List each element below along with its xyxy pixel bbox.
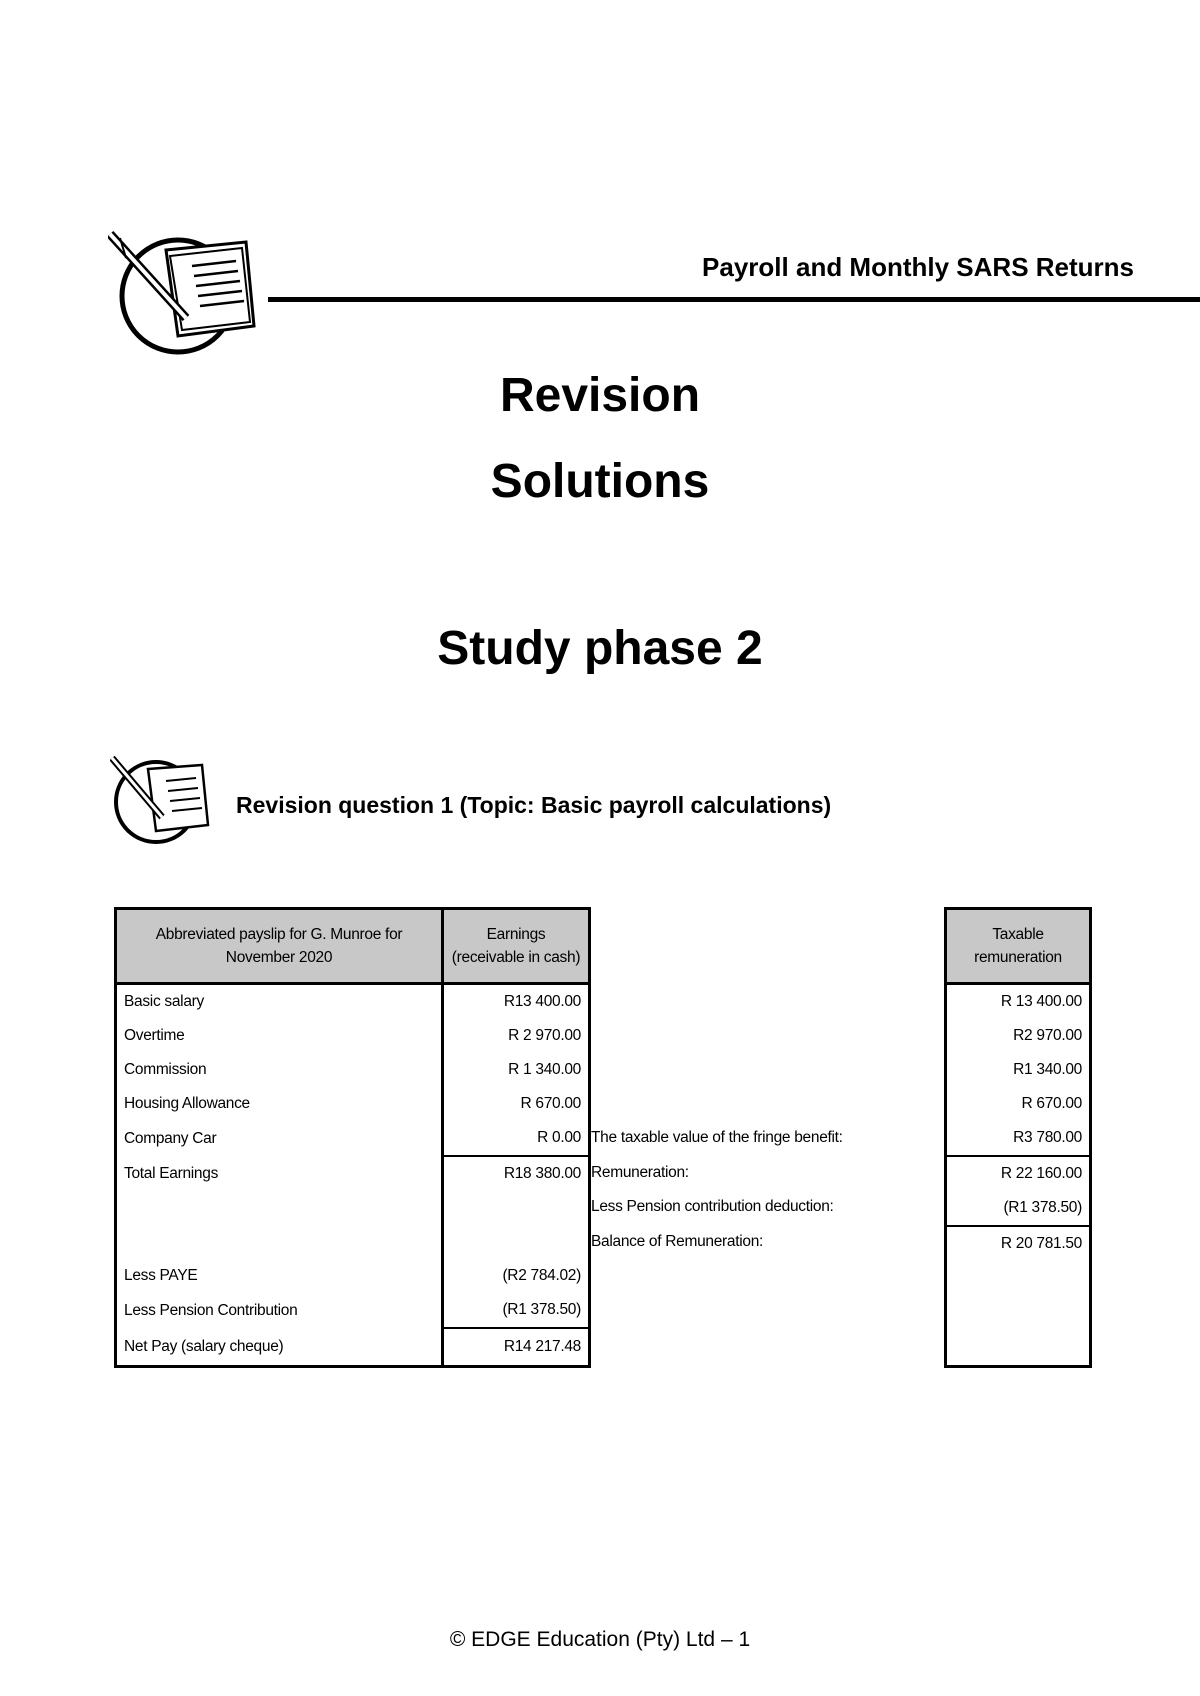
table-row	[116, 1087, 590, 1121]
row-amount: R13 400.00	[443, 984, 590, 1020]
table-row	[946, 1019, 1091, 1053]
table-row	[946, 1329, 1091, 1367]
taxable-value: R 13 400.00	[1000, 993, 1082, 1011]
row-amount: R14 217.48	[443, 1328, 590, 1367]
row-amount: (R2 784.02)	[443, 1259, 590, 1293]
note-pension-deduction: Less Pension contribution deduction:	[591, 1198, 834, 1215]
table-row	[116, 1328, 590, 1367]
table-row	[116, 1121, 590, 1156]
row-amount: R 2 970.00	[443, 1019, 590, 1053]
taxable-value: R 670.00	[1021, 1095, 1082, 1113]
row-amount	[443, 1225, 590, 1259]
page-title-revision: Revision	[499, 369, 701, 422]
header-rule	[268, 297, 1200, 302]
table-row	[946, 1226, 1091, 1261]
table-row	[116, 1225, 590, 1259]
table-row	[946, 1087, 1091, 1121]
table-row	[116, 1019, 590, 1053]
row-amount	[443, 1191, 590, 1225]
row-amount: R 0.00	[443, 1121, 590, 1156]
row-amount: R18 380.00	[443, 1156, 590, 1191]
notebook-pen-icon	[108, 230, 268, 360]
taxable-value	[946, 1261, 1091, 1295]
taxable-value	[946, 1295, 1091, 1329]
table-row	[946, 1295, 1091, 1329]
row-label: Basic salary	[124, 993, 204, 1011]
page-title-study-phase: Study phase 2	[437, 622, 763, 675]
table-row	[116, 1053, 590, 1087]
row-label: Total Earnings	[124, 1164, 219, 1182]
table-row	[116, 984, 590, 1020]
notebook-pen-icon	[110, 755, 220, 845]
page-footer: © EDGE Education (Pty) Ltd – 1	[449, 1628, 751, 1651]
payslip-header-description: Abbreviated payslip for G. Munroe for November 2020	[116, 909, 443, 984]
table-row	[946, 1191, 1091, 1226]
taxable-value: (R1 378.50)	[1003, 1199, 1082, 1217]
page-title-solutions: Solutions	[490, 455, 710, 508]
table-row	[116, 1156, 590, 1191]
row-label: Less Pension Contribution	[124, 1301, 298, 1319]
row-label: Less PAYE	[124, 1267, 198, 1285]
calculation-notes	[591, 1121, 843, 1259]
table-row	[946, 984, 1091, 1020]
table-row	[946, 1053, 1091, 1087]
table-row	[116, 1191, 590, 1225]
row-label: Housing Allowance	[124, 1095, 250, 1113]
row-amount: R 670.00	[443, 1087, 590, 1121]
note-remuneration: Remuneration:	[591, 1163, 689, 1181]
taxable-value: R2 970.00	[1013, 1027, 1082, 1045]
running-header-title: Payroll and Monthly SARS Returns	[702, 252, 1134, 282]
payslip-table	[114, 907, 591, 1368]
table-row	[946, 1156, 1091, 1191]
taxable-remuneration-table	[944, 907, 1092, 1368]
table-row	[116, 1293, 590, 1328]
table-row	[946, 1261, 1091, 1295]
table-row	[946, 1121, 1091, 1156]
row-label	[116, 1191, 443, 1225]
taxable-value	[946, 1329, 1091, 1367]
row-amount: R 1 340.00	[443, 1053, 590, 1087]
row-label: Net Pay (salary cheque)	[124, 1337, 284, 1355]
taxable-value: R1 340.00	[1013, 1061, 1082, 1079]
taxable-value: R 20 781.50	[946, 1226, 1091, 1261]
row-label: Commission	[124, 1061, 207, 1079]
row-label	[116, 1225, 443, 1259]
taxable-header: Taxable remuneration	[946, 909, 1091, 984]
row-label: Company Car	[124, 1129, 217, 1147]
question-title: Revision question 1 (Topic: Basic payroll calculations)	[236, 792, 832, 818]
note-balance: Balance of Remuneration:	[591, 1232, 764, 1250]
row-amount: (R1 378.50)	[443, 1293, 590, 1328]
taxable-value: R 22 160.00	[946, 1156, 1091, 1191]
row-label: Overtime	[124, 1027, 185, 1045]
note-fringe-benefit: The taxable value of the fringe benefit:	[591, 1129, 843, 1146]
taxable-value: R3 780.00	[1013, 1129, 1082, 1147]
payslip-header-earnings: Earnings (receivable in cash)	[443, 909, 590, 984]
table-row	[116, 1259, 590, 1293]
